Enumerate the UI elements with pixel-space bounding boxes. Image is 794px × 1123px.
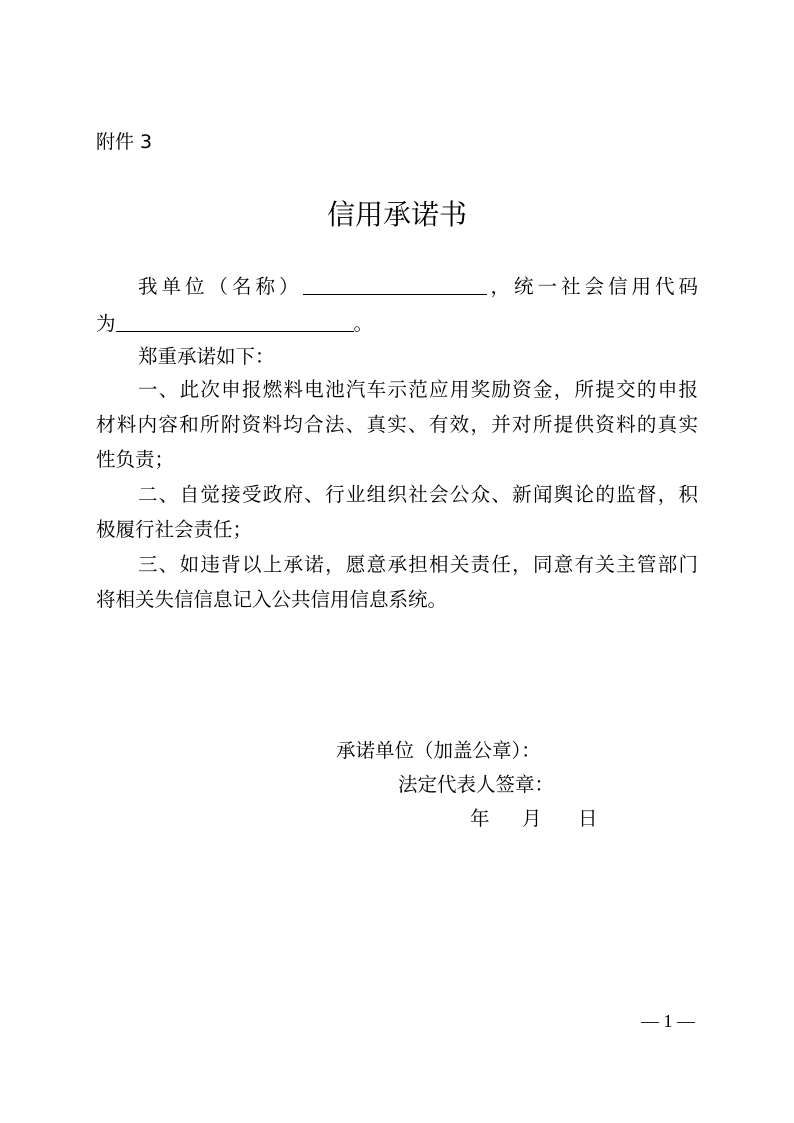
date-year: 年 [470, 807, 490, 830]
intro-suffix: ，统一社会信用代码 [486, 275, 698, 298]
item1-line1: 一、此次申报燃料电池汽车示范应用奖励资金，所提交的申报 [138, 378, 698, 401]
item3-line2: 将相关失信信息记入公共信用信息系统。 [96, 588, 448, 611]
promising-unit-label: 承诺单位（加盖公章）： [336, 739, 541, 762]
credit-code-line [96, 309, 698, 339]
unit-name-blank[interactable] [303, 276, 487, 295]
attachment-label: 附件 3 [96, 131, 153, 153]
date-month: 月 [522, 807, 542, 830]
document-title: 信用承诺书 [326, 198, 467, 231]
item2-line1: 二、自觉接受政府、行业组织社会公众、新闻舆论的监督，积 [138, 483, 698, 506]
legal-rep-label: 法定代表人签章： [398, 773, 555, 796]
item1-line3: 性负责； [96, 448, 175, 471]
solemn-statement: 郑重承诺如下： [138, 345, 275, 368]
credit-code-blank[interactable] [116, 313, 354, 332]
code-prefix: 为 [96, 312, 116, 335]
item1-line2: 材料内容和所附资料均合法、真实、有效，并对所提供资料的真实 [96, 413, 698, 436]
page-number: — 1 — [641, 1011, 695, 1031]
date-line [470, 804, 598, 834]
item2-line2: 极履行社会责任； [96, 518, 253, 541]
intro-line [96, 272, 698, 302]
date-day: 日 [578, 807, 598, 830]
code-suffix: 。 [353, 312, 374, 335]
intro-prefix: 我单位（名称） [138, 275, 303, 298]
item3-line1: 三、如违背以上承诺，愿意承担相关责任，同意有关主管部门 [138, 553, 698, 576]
